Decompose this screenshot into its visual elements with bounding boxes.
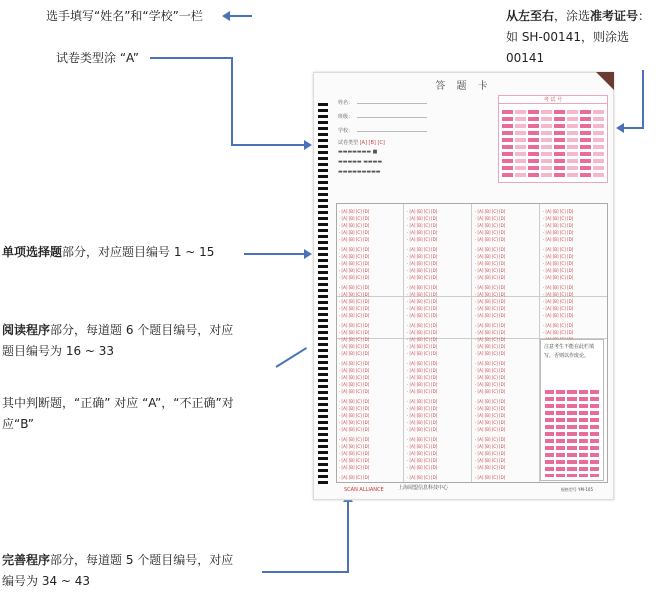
arrow-name-school	[228, 15, 252, 17]
exam-id-box[interactable]	[498, 95, 608, 183]
arrow-complete-v	[347, 500, 349, 573]
sheet-title: 答 题 卡	[435, 81, 492, 92]
arrow-exam-id-v	[642, 70, 644, 128]
arrow-complete-h	[262, 571, 348, 573]
exam-id-columns[interactable]	[501, 110, 605, 180]
note-paper-type: 试卷类型涂 “A”	[56, 51, 139, 65]
footer-logo: SCAN ALLIANCE	[344, 487, 384, 493]
arrowhead-icon	[304, 249, 312, 259]
arrow-exam-id-h	[624, 127, 644, 129]
note-single-choice: 单项选择题部分，对应题目编号 1 ~ 15	[2, 245, 215, 259]
footer-company: 上海阅盟信息科技中心	[398, 485, 449, 491]
instruction-line: ▬▬▬▬▬ ▬▬▬▬	[338, 159, 383, 165]
paper-type-field[interactable]: 试卷类型 [A] [B] [C]	[338, 140, 385, 146]
arrow-paper-type-h	[150, 57, 232, 59]
exam-id-header: 考 试 号	[499, 96, 607, 104]
note-complete: 完善程序部分，每道题 5 个题目编号，对应 编号为 34 ~ 43	[2, 553, 234, 588]
instruction-line: ▬▬▬▬▬▬▬▬▬	[338, 169, 381, 175]
name-field[interactable]: 姓名：	[338, 99, 427, 106]
answer-sheet	[313, 72, 614, 500]
question-column[interactable]: · [A] [B] [C] [D] · [A] [B] [C] [D] · [A] [B] [C] [D] · [A] [B] [C] [D] · [A] [B] [C] [D] · [A] [B] [C] [D] · [A] [B] [C] [D] · [A] [B] [C] [D] · [A] [B] [C] [D] · [A] [B] [C] [D] · [A] [B] [C] [D] · [A] [B] [C] [D] · [A] [B] [C] [D] · [A] [B] [C] [D] · [A] [B] [C] [D] · [A] [B] [C] [D] · [A] [B] [C] [D] · [A] [B] [C] [D] · [A] [B] [C] [D] · [A] [B] [C] [D] · [A] [B] [C] [D] · [A] [B] [C] [D] · [A] [B] [C] [D] · [A] [B] [C] [D] · [A] [B] [C] [D] · [A] [B] [C] [D] · [A] [B] [C] [D] · [A] [B] [C] [D] · [A] [B] [C] [D] · [A] [B] [C] [D] · [A] [B] [C] [D] · [A] [B] [C] [D] · [A] [B] [C] [D] · [A] [B] [C] [D] · [A] [B] [C] [D] · [A] [B] [C] [D]	[407, 209, 438, 480]
question-column[interactable]: · [A] [B] [C] [D] · [A] [B] [C] [D] · [A] [B] [C] [D] · [A] [B] [C] [D] · [A] [B] [C] [D] · [A] [B] [C] [D] · [A] [B] [C] [D] · [A] [B] [C] [D] · [A] [B] [C] [D] · [A] [B] [C] [D] · [A] [B] [C] [D] · [A] [B] [C] [D] · [A] [B] [C] [D] · [A] [B] [C] [D] · [A] [B] [C] [D] · [A] [B] [C] [D] · [A] [B] [C] [D] · [A] [B] [C] [D] · [A] [B] [C] [D] · [A] [B] [C] [D] · [A] [B] [C] [D] · [A] [B] [C] [D] · [A] [B] [C] [D] · [A] [B] [C] [D] · [A] [B] [C] [D] · [A] [B] [C] [D] · [A] [B] [C] [D] · [A] [B] [C] [D] · [A] [B] [C] [D] · [A] [B] [C] [D] · [A] [B] [C] [D] · [A] [B] [C] [D] · [A] [B] [C] [D] · [A] [B] [C] [D] · [A] [B] [C] [D] · [A] [B] [C] [D]	[475, 209, 506, 480]
notice-text: 注意考生不能在此栏填写，否则以作废论。	[544, 344, 595, 359]
timing-marks	[318, 103, 328, 487]
arrow-paper-type-h2	[231, 144, 307, 146]
arrow-single-choice	[244, 253, 306, 255]
arrow-reading	[275, 347, 307, 368]
arrowhead-icon	[616, 123, 624, 133]
note-judge: 其中判断题，“正确” 对应 “A”，“不正确”对 应“B”	[2, 396, 234, 431]
school-field[interactable]: 学校：	[338, 127, 427, 134]
note-reading: 阅读程序部分，每道题 6 个题目编号，对应 题目编号为 16 ~ 33	[2, 323, 234, 358]
notice-box	[540, 339, 604, 481]
instruction-line: ▬▬▬▬▬▬▬ ■	[338, 149, 378, 155]
arrowhead-icon	[304, 140, 312, 150]
note-name-school: 选手填写“姓名”和“学校”一栏	[46, 9, 203, 23]
question-column[interactable]: · [A] [B] [C] [D] · [A] [B] [C] [D] · [A] [B] [C] [D] · [A] [B] [C] [D] · [A] [B] [C] [D] · [A] [B] [C] [D] · [A] [B] [C] [D] · [A] [B] [C] [D] · [A] [B] [C] [D] · [A] [B] [C] [D] · [A] [B] [C] [D] · [A] [B] [C] [D] · [A] [B] [C] [D] · [A] [B] [C] [D] · [A] [B] [C] [D] · [A] [B] [C] [D] · [A] [B] [C] [D] · [A] [B] [C] [D] · [A] [B] [C] [D] · [A] [B] [C] [D] · [A] [B] [C] [D] · [A] [B] [C] [D] · [A] [B] [C] [D] · [A] [B] [C] [D] · [A] [B] [C] [D] · [A] [B] [C] [D] · [A] [B] [C] [D] · [A] [B] [C] [D] · [A] [B] [C] [D] · [A] [B] [C] [D] · [A] [B] [C] [D] · [A] [B] [C] [D] · [A] [B] [C] [D] · [A] [B] [C] [D] · [A] [B] [C] [D] · [A] [B] [C] [D]	[339, 209, 370, 480]
footer-model: 规格型号 YM-105	[560, 487, 593, 492]
note-exam-id: 从左至右，涂选准考证号： 如 SH-00141，则涂选 00141	[506, 9, 651, 65]
arrowhead-icon	[222, 11, 230, 21]
arrow-paper-type-v	[231, 57, 233, 145]
class-field[interactable]: 班级：	[338, 113, 427, 120]
question-column[interactable]: · [A] [B] [C] [D] · [A] [B] [C] [D] · [A] [B] [C] [D] · [A] [B] [C] [D] · [A] [B] [C] [D] · [A] [B] [C] [D] · [A] [B] [C] [D] · [A] [B] [C] [D] · [A] [B] [C] [D] · [A] [B] [C] [D] · [A] [B] [C] [D] · [A] [B] [C] [D] · [A] [B] [C] [D] · [A] [B] [C] [D] · [A] [B] [C] [D] · [A] [B] [C] [D] · [A] [B] [C] [D]	[543, 209, 574, 335]
